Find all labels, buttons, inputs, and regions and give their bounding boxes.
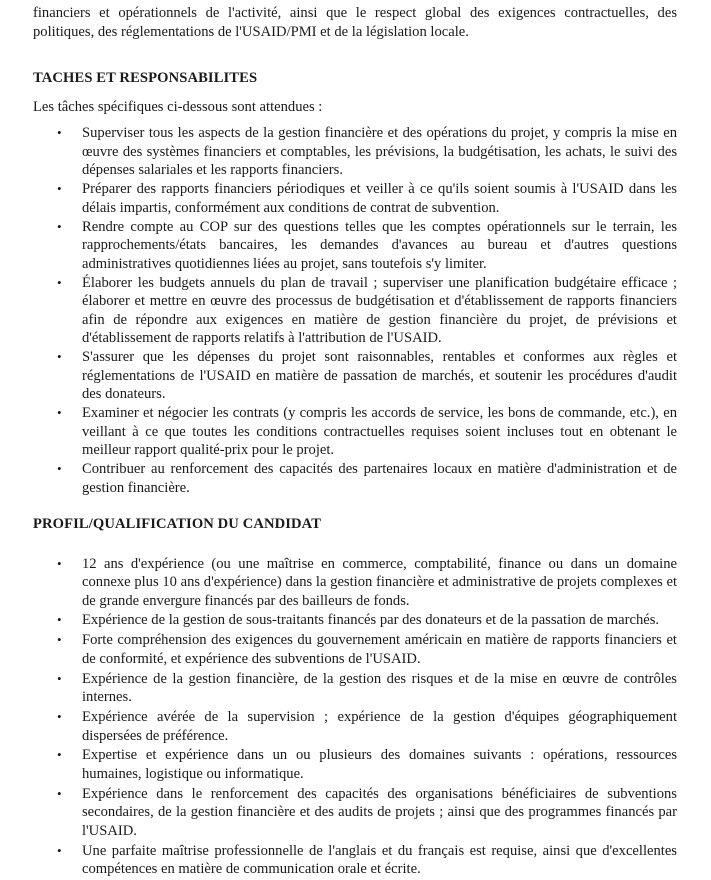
document-page (33, 0, 677, 880)
bullet-icon: • (57, 632, 62, 648)
list-item (33, 746, 677, 783)
bullet-icon: • (57, 125, 62, 140)
list-item (33, 124, 677, 180)
tasks-list (33, 124, 677, 497)
list-item-text: Élaborer les budgets annuels du plan de travail ; superviser une planification budgétaire efficace ; élaborer et mettre en œuvre des processus de budgétisation et d'établissement de rapports financiers afin de répondre aux exigences en matière de gestion financière du projet, de prévisions et d'établissement de rapports relatifs à l'attribution de l'USAID. (82, 274, 677, 346)
profile-section-title: PROFIL/QUALIFICATION DU CANDIDAT (33, 516, 322, 532)
list-item (33, 180, 677, 217)
list-item (33, 274, 677, 348)
bullet-icon: • (57, 555, 62, 571)
list-item-text: 12 ans d'expérience (ou une maîtrise en commerce, comptabilité, finance ou dans un domaine connexe plus 10 ans d'expérience) dans la gestion financière et administrative de projets complexes et de grande envergure financés par des bailleurs de fonds. (82, 555, 677, 609)
list-item (33, 404, 677, 460)
list-item-text: Contribuer au renforcement des capacités des partenaires locaux en matière d'administration et de gestion financière. (82, 461, 677, 496)
list-item-text: Superviser tous les aspects de la gestion financière et des opérations du projet, y compris la mise en œuvre des systèmes financiers et comptables, les prévisions, la budgétisation, les achats, le suivi des dépenses salariales et les rapports financiers. (82, 125, 677, 178)
list-item-text: Expertise et expérience dans un ou plusieurs des domaines suivants : opérations, ressources humaines, logistique ou informatique. (82, 747, 677, 782)
intro-paragraph: financiers et opérationnels de l'activité, ainsi que le respect global des exigences contractuelles, des politiques, des réglementations de l'USAID/PMI et de la législation locale. (33, 5, 677, 40)
tasks-lead-text: Les tâches spécifiques ci-dessous sont attendues : (33, 98, 323, 115)
list-item (33, 218, 677, 274)
list-item (33, 842, 677, 879)
list-item (33, 460, 677, 497)
list-item-text: Examiner et négocier les contrats (y compris les accords de service, les bons de commande, etc.), en veillant à ce que toutes les conditions contractuelles requises soient incluses tout en obtenant le meilleur rapport qualité-prix pour le projet. (82, 405, 677, 458)
list-item (33, 631, 677, 668)
list-item-text: Rendre compte au COP sur des questions telles que les comptes opérationnels sur le terrain, les rapprochements/états bancaires, les demandes d'avances au bureau et d'autres questions administratives quotidiennes liées au projet, sans toutefois s'y limiter. (82, 218, 677, 272)
bullet-icon: • (57, 181, 62, 196)
list-item (33, 785, 677, 841)
bullet-icon: • (57, 349, 62, 364)
bullet-icon: • (57, 405, 62, 420)
bullet-icon: • (57, 670, 62, 686)
list-item-text: Une parfaite maîtrise professionnelle de l'anglais et du français est requise, ainsi que d'excellentes compétences en matière de communication orale et écrite. (82, 842, 677, 878)
list-item-text: Expérience de la gestion financière, de la gestion des risques et de la mise en œuvre de contrôles internes. (82, 670, 677, 706)
bullet-icon: • (57, 274, 62, 290)
list-item-text: S'assurer que les dépenses du projet sont raisonnables, rentables et conformes aux règles et réglementations de l'USAID en matière de passation de marchés, et soutenir les procédures d'audit des donateurs. (82, 349, 677, 402)
list-item-text: Expérience de la gestion de sous-traitants financés par des donateurs et de la passation de marchés. (82, 612, 660, 629)
bullet-icon: • (57, 785, 62, 801)
list-item-text: Préparer des rapports financiers périodiques et veiller à ce qu'ils soient soumis à l'USAID dans les délais impartis, conformément aux conditions de contrat de subvention. (82, 181, 677, 216)
list-item-text: Expérience dans le renforcement des capacités des organisations bénéficiaires de subventions secondaires, de la gestion financière et des audits de projets ; ainsi que des programmes financés par l'USAID. (82, 785, 677, 839)
bullet-icon: • (57, 709, 62, 725)
list-item (33, 670, 677, 707)
list-item-text: Forte compréhension des exigences du gouvernement américain en matière de rapports financiers et de conformité, et expérience des subventions de l'USAID. (82, 632, 677, 667)
list-item (33, 348, 677, 404)
tasks-section-title: TACHES ET RESPONSABILITES (33, 70, 258, 86)
bullet-icon: • (57, 612, 62, 628)
bullet-icon: • (57, 842, 62, 858)
bullet-icon: • (57, 218, 62, 234)
list-item (33, 611, 677, 630)
list-item (33, 555, 677, 611)
list-item (33, 708, 677, 745)
bullet-icon: • (57, 461, 62, 476)
list-item-text: Expérience avérée de la supervision ; expérience de la gestion d'équipes géographiquement dispersées de préférence. (82, 709, 677, 744)
profile-list (33, 555, 677, 879)
bullet-icon: • (57, 747, 62, 763)
